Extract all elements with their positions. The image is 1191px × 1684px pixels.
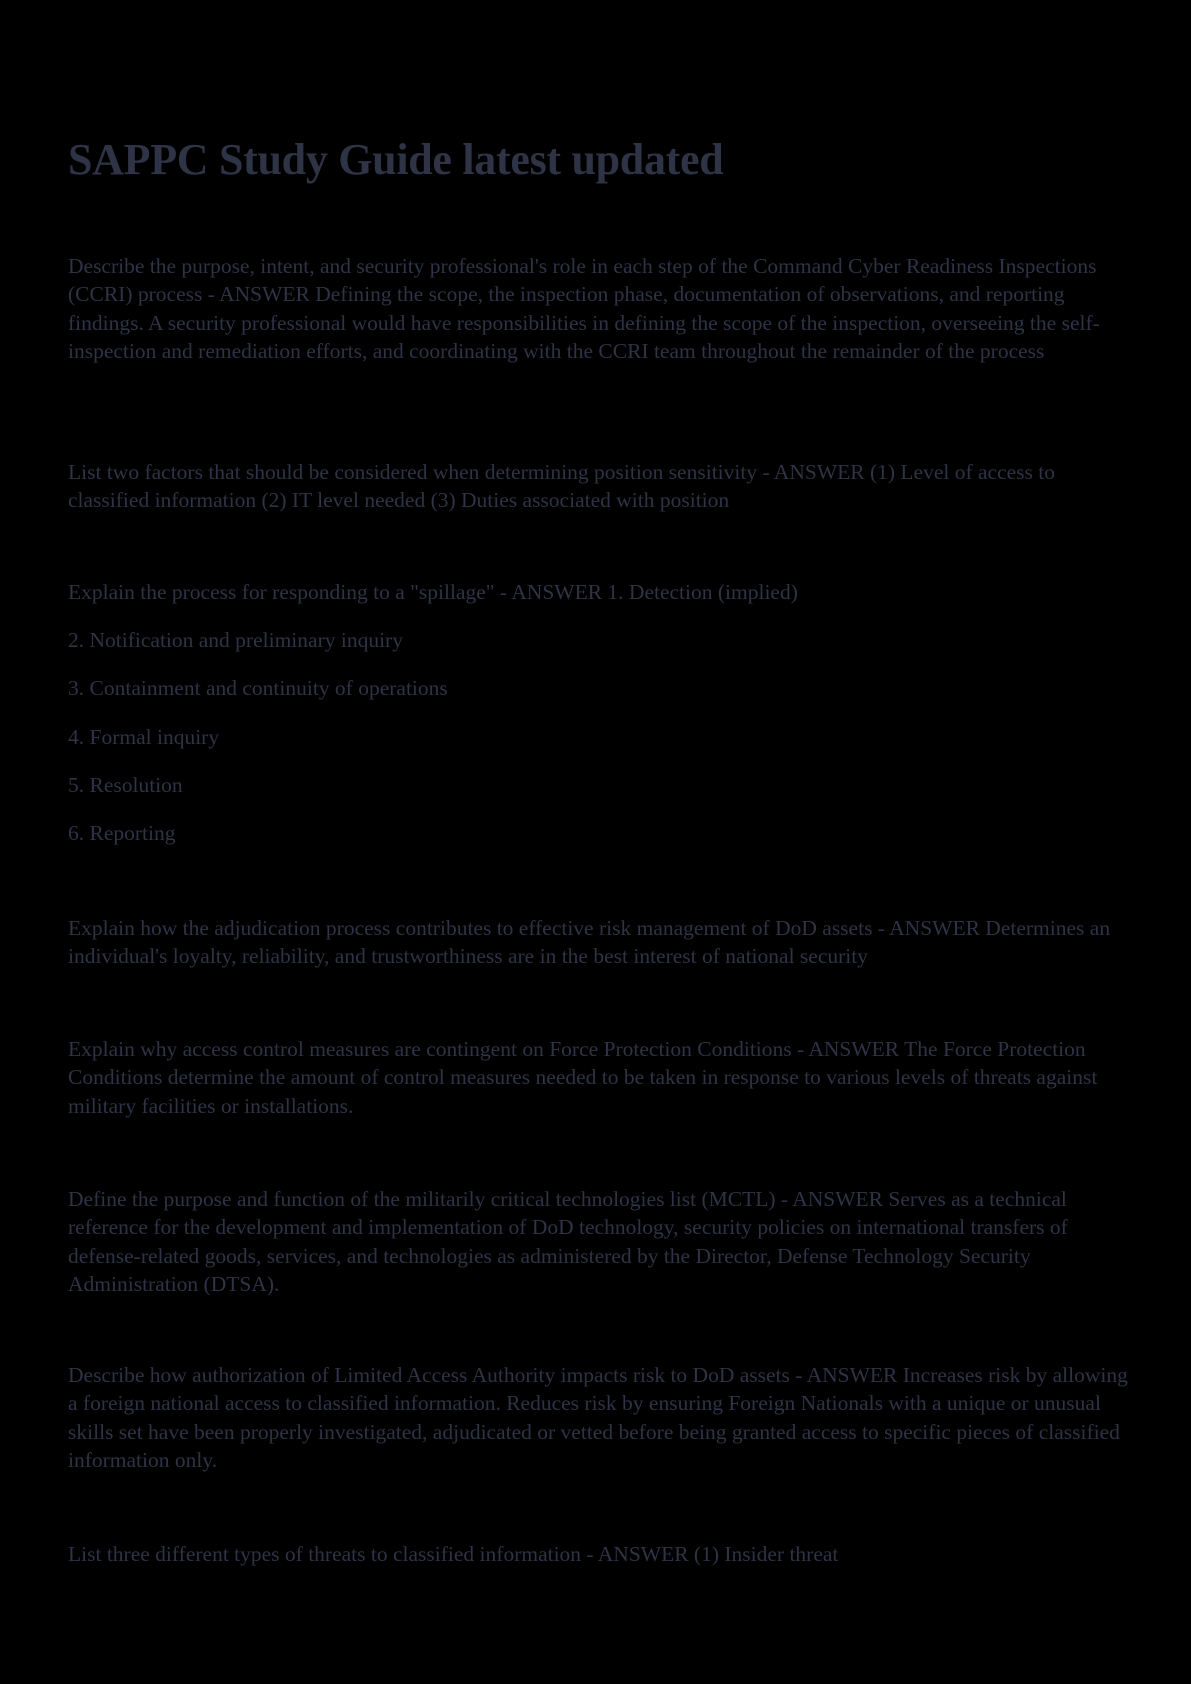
spillage-step-2: 2. Notification and preliminary inquiry (68, 628, 403, 652)
spillage-step-4: 4. Formal inquiry (68, 725, 220, 749)
qa-item-force-protection: Explain why access control measures are contingent on Force Protection Conditions - ANSWER The Force Protection Conditions determine the amount of control measures needed to be taken in response to various levels of threats against military facilities or installations. (68, 1037, 1098, 1118)
document-title: SAPPC Study Guide latest updated (68, 135, 724, 184)
qa-item-limited-access-authority: Describe how authorization of Limited Access Authority impacts risk to DoD assets - ANSWER Increases risk by allowing a foreign national access to classified information. Reduces risk by ensuring Foreign Nationals with a unique or unusual skills set have been properly investigated, adjudicated or vetted before being granted access to specific pieces of classified information only. (68, 1363, 1128, 1473)
qa-item-spillage: Explain the process for responding to a "spillage" - ANSWER 1. Detection (implied) (68, 580, 798, 604)
spillage-step-6: 6. Reporting (68, 821, 176, 845)
qa-item-ccri: Describe the purpose, intent, and security professional's role in each step of the Command Cyber Readiness Inspections (CCRI) process - ANSWER Defining the scope, the inspection phase, documentation of observations, and reporting findings. A security professional would have responsibilities in defining the scope of the inspection, overseeing the self-inspection and remediation efforts, and coordinating with the CCRI team throughout the remainder of the process (68, 254, 1100, 364)
qa-item-threat-types: List three different types of threats to classified information - ANSWER (1) Insider threat (68, 1542, 839, 1566)
qa-item-adjudication: Explain how the adjudication process contributes to effective risk management of DoD assets - ANSWER Determines an individual's loyalty, reliability, and trustworthiness are in the best interest of national security (68, 916, 1111, 969)
qa-item-position-sensitivity: List two factors that should be considered when determining position sensitivity - ANSWER (1) Level of access to classified information (2) IT level needed (3) Duties associated with position (68, 460, 1056, 513)
spillage-step-3: 3. Containment and continuity of operations (68, 676, 448, 700)
qa-item-mctl: Define the purpose and function of the militarily critical technologies list (MCTL) - ANSWER Serves as a technical reference for the development and implementation of DoD technology, security policies on international transfers of defense-related goods, services, and technologies as administered by the Director, Defense Technology Security Administration (DTSA). (68, 1187, 1068, 1297)
spillage-step-5: 5. Resolution (68, 773, 183, 797)
